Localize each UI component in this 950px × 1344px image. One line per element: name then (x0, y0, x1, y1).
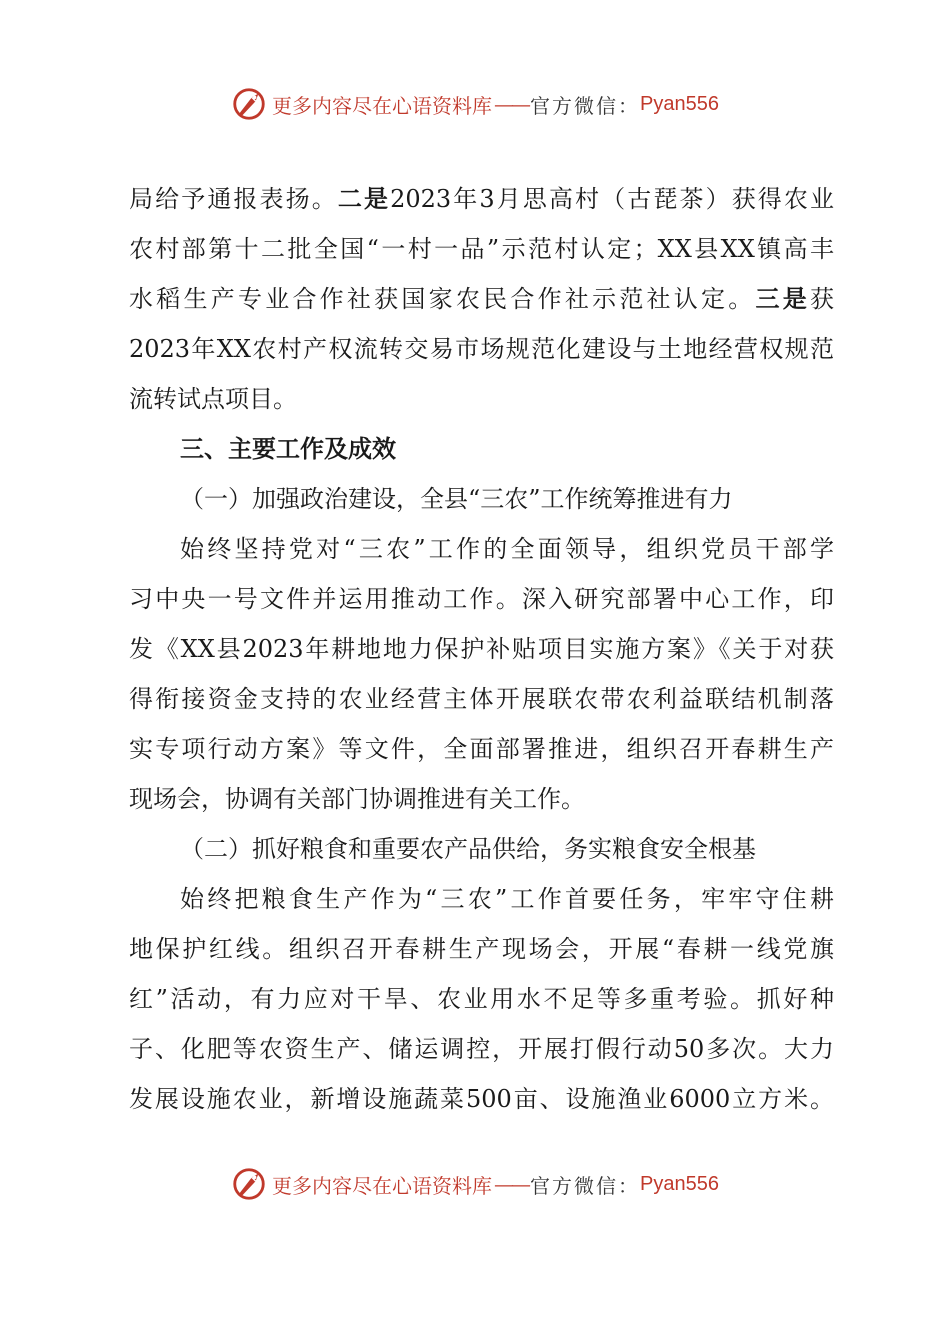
text-span: 获 (810, 285, 834, 313)
watermark-wechat-label: 官方微信： (530, 1173, 640, 1198)
watermark-separator: —— (494, 92, 528, 116)
body-line-1 (129, 174, 834, 224)
body-line-19: 发展设施农业，新增设施蔬菜500亩、设施渔业6000立方米。 (129, 1085, 834, 1113)
body-line-3 (129, 274, 834, 324)
subsection-heading-1: （一）加强政治建设，全县“三农”工作统筹推进有力 (180, 485, 733, 513)
body-line-8: 始终坚持党对“三农”工作的全面领导，组织党员干部学 (180, 535, 834, 563)
body-line-12: 实专项行动方案》等文件，全面部署推进，组织召开春耕生产 (129, 735, 834, 763)
pen-nib-logo-icon (230, 1165, 268, 1203)
watermark-separator: —— (494, 1172, 528, 1196)
body-line-18: 子、化肥等农资生产、储运调控，开展打假行动50多次。大力 (129, 1035, 834, 1063)
body-line-10: 发《XX县2023年耕地地力保护补贴项目实施方案》《关于对获 (129, 635, 834, 663)
section-heading-3: 三、主要工作及成效 (180, 434, 396, 463)
watermark-wechat-id: Pyan556 (640, 92, 719, 115)
body-line-17: 红”活动，有力应对干旱、农业用水不足等多重考验。抓好种 (129, 985, 834, 1013)
text-span: 2023年3月思高村（古琵茶）获得农业 (390, 185, 834, 213)
header-watermark-banner (230, 84, 719, 124)
body-line-16: 地保护红线。组织召开春耕生产现场会，开展“春耕一线党旗 (129, 935, 834, 963)
watermark-wechat-id: Pyan556 (640, 1172, 719, 1195)
pen-nib-logo-icon (230, 85, 268, 123)
subsection-heading-2: （二）抓好粮食和重要农产品供给，务实粮食安全根基 (180, 835, 756, 863)
body-line-4: 2023年XX农村产权流转交易市场规范化建设与土地经营权规范 (129, 335, 834, 363)
body-line-2: 农村部第十二批全国“一村一品”示范村认定；XX县XX镇高丰 (129, 235, 834, 263)
body-line-15: 始终把粮食生产作为“三农”工作首要任务，牢牢守住耕 (180, 885, 834, 913)
watermark-title: 更多内容尽在心语资料库 (272, 93, 492, 118)
body-line-9: 习中央一号文件并运用推动工作。深入研究部署中心工作，印 (129, 585, 834, 613)
document-body (129, 174, 834, 1124)
emphasis-san-shi: 三是 (755, 284, 811, 313)
body-line-11: 得衔接资金支持的农业经营主体开展联农带农利益联结机制落 (129, 685, 834, 713)
footer-watermark-banner (230, 1164, 719, 1204)
watermark-wechat-label: 官方微信： (530, 93, 640, 118)
text-span: 局给予通报表扬。 (129, 185, 338, 213)
emphasis-er-shi: 二是 (337, 184, 391, 213)
body-line-5: 流转试点项目。 (129, 385, 297, 413)
body-line-13: 现场会，协调有关部门协调推进有关工作。 (129, 785, 585, 813)
watermark-title: 更多内容尽在心语资料库 (272, 1173, 492, 1198)
text-span: 水稻生产专业合作社获国家农民合作社示范社认定。 (129, 285, 756, 313)
